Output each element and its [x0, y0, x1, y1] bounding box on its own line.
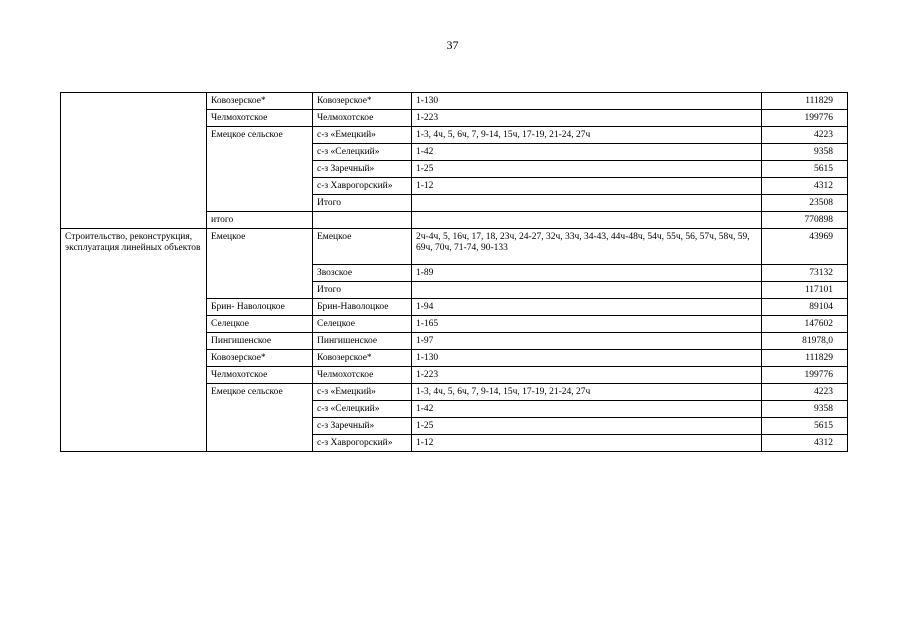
area-cell: 81978,0 [762, 333, 848, 350]
area-cell: 111829 [762, 93, 848, 110]
forestry-cell: Челмохотское [313, 110, 412, 127]
area-cell: 199776 [762, 367, 848, 384]
area-cell: 117101 [762, 282, 848, 299]
forestry-cell: Итого [313, 282, 412, 299]
quarters-cell: 1-89 [412, 265, 762, 282]
land-plots-table [60, 92, 848, 452]
settlement-cell: Емецкое сельское [207, 384, 313, 452]
forestry-cell: Селецкое [313, 316, 412, 333]
page-number: 37 [446, 38, 459, 52]
forestry-cell: Ковозерское* [313, 93, 412, 110]
settlement-cell: Челмохотское [207, 110, 313, 127]
settlement-cell: Челмохотское [207, 367, 313, 384]
quarters-cell: 1-25 [412, 418, 762, 435]
quarters-cell: 1-223 [412, 367, 762, 384]
area-cell: 147602 [762, 316, 848, 333]
quarters-cell: 1-165 [412, 316, 762, 333]
forestry-cell: Брин-Наволоцкое [313, 299, 412, 316]
forestry-cell: с-з Заречный» [313, 418, 412, 435]
quarters-cell: 1-223 [412, 110, 762, 127]
area-cell: 43969 [762, 229, 848, 265]
area-cell: 23508 [762, 195, 848, 212]
table-row [61, 229, 848, 265]
settlement-cell: Емецкое сельское [207, 127, 313, 212]
forestry-cell: с-з Хаврогорский» [313, 435, 412, 452]
settlement-cell: Брин- Наволоцкое [207, 299, 313, 316]
quarters-cell [412, 195, 762, 212]
forestry-cell: с-з «Селецкий» [313, 144, 412, 161]
forestry-cell: Емецкое [313, 229, 412, 265]
quarters-cell: 1-130 [412, 93, 762, 110]
settlement-cell: итого [207, 212, 313, 229]
settlement-cell: Селецкое [207, 316, 313, 333]
forestry-cell: Звозское [313, 265, 412, 282]
quarters-cell: 1-3, 4ч, 5, 6ч, 7, 9-14, 15ч, 17-19, 21-24, 27ч [412, 127, 762, 144]
forestry-cell: Пингишенское [313, 333, 412, 350]
forestry-cell: Ковозерское* [313, 350, 412, 367]
quarters-cell: 1-97 [412, 333, 762, 350]
forestry-cell [313, 212, 412, 229]
forestry-cell: с-з Заречный» [313, 161, 412, 178]
settlement-cell: Пингишенское [207, 333, 313, 350]
forestry-cell: с-з «Емецкий» [313, 127, 412, 144]
area-cell: 111829 [762, 350, 848, 367]
forestry-cell: Челмохотское [313, 367, 412, 384]
quarters-cell: 2ч-4ч, 5, 16ч, 17, 18, 23ч, 24-27, 32ч, 33ч, 34-43, 44ч-48ч, 54ч, 55ч, 56, 57ч, 58ч, 59, 69ч, 70ч, 71-74, 90-133 [412, 229, 762, 265]
settlement-cell: Емецкое [207, 229, 313, 299]
quarters-cell: 1-42 [412, 144, 762, 161]
forestry-cell: с-з «Селецкий» [313, 401, 412, 418]
forestry-cell: с-з «Емецкий» [313, 384, 412, 401]
quarters-cell: 1-94 [412, 299, 762, 316]
purpose-cell: Строительство, реконструкция, эксплуатация линейных объектов [61, 229, 207, 452]
quarters-cell: 1-42 [412, 401, 762, 418]
area-cell: 9358 [762, 144, 848, 161]
settlement-cell: Ковозерское* [207, 350, 313, 367]
area-cell: 770898 [762, 212, 848, 229]
settlement-cell: Ковозерское* [207, 93, 313, 110]
forestry-cell: Итого [313, 195, 412, 212]
area-cell: 199776 [762, 110, 848, 127]
forestry-cell: с-з Хаврогорский» [313, 178, 412, 195]
table-row [61, 93, 848, 110]
quarters-cell [412, 212, 762, 229]
quarters-cell: 1-25 [412, 161, 762, 178]
area-cell: 4312 [762, 435, 848, 452]
area-cell: 9358 [762, 401, 848, 418]
area-cell: 89104 [762, 299, 848, 316]
purpose-cell [61, 93, 207, 229]
quarters-cell: 1-12 [412, 435, 762, 452]
area-cell: 4223 [762, 127, 848, 144]
area-cell: 5615 [762, 161, 848, 178]
area-cell: 5615 [762, 418, 848, 435]
quarters-cell: 1-12 [412, 178, 762, 195]
quarters-cell: 1-3, 4ч, 5, 6ч, 7, 9-14, 15ч, 17-19, 21-24, 27ч [412, 384, 762, 401]
quarters-cell [412, 282, 762, 299]
area-cell: 4312 [762, 178, 848, 195]
quarters-cell: 1-130 [412, 350, 762, 367]
area-cell: 4223 [762, 384, 848, 401]
area-cell: 73132 [762, 265, 848, 282]
